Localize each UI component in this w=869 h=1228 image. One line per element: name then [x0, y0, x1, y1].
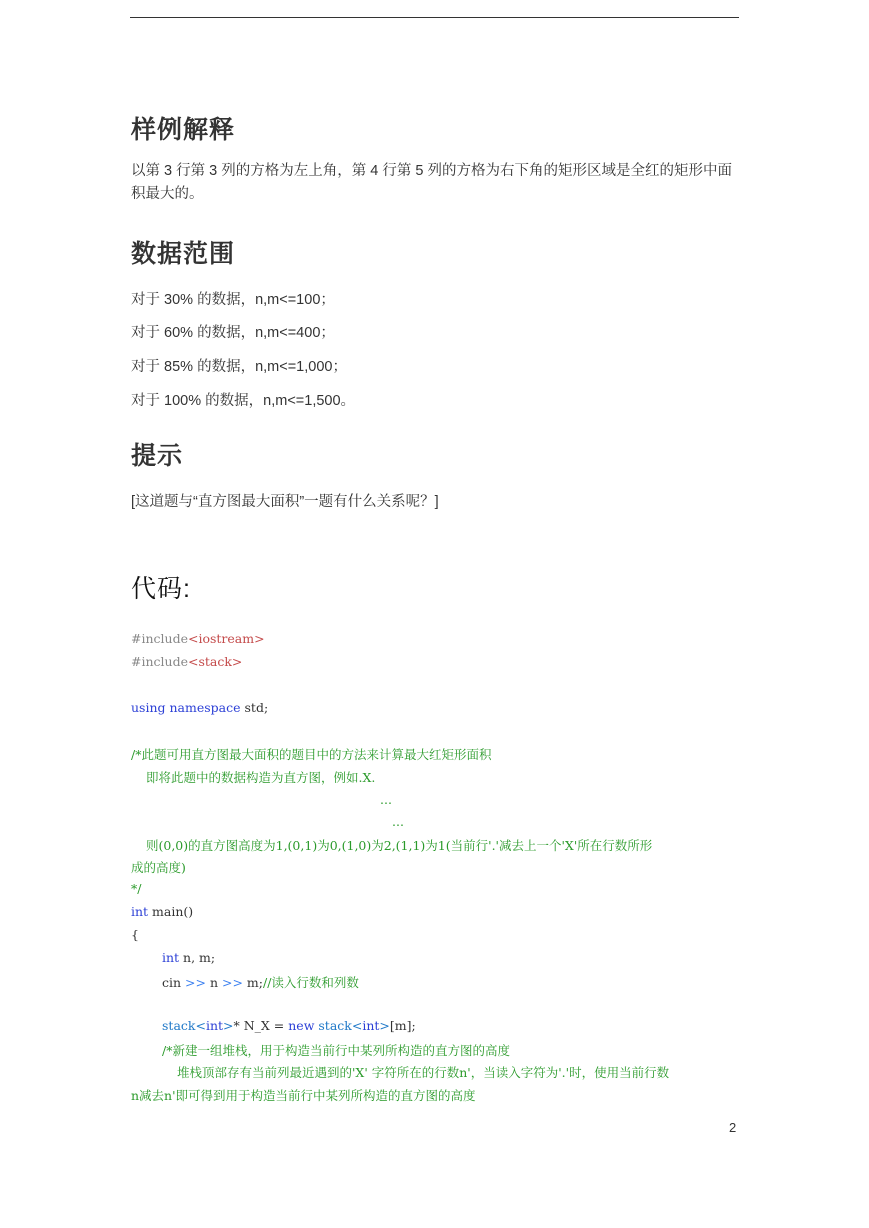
code-token: #include — [131, 654, 188, 669]
code-token: <iostream> — [187, 631, 265, 646]
range-line: 对于 100% 的数据，n,m<=1,500。 — [131, 393, 356, 409]
code-token: m; — [242, 975, 263, 990]
heading-code: 代码: — [131, 575, 191, 603]
code-token: * N_X = — [233, 1018, 289, 1033]
code-line — [162, 1018, 416, 1033]
code-comment: 即将此题中的数据构造为直方图，例如.X. — [146, 770, 376, 785]
code-comment: /*此题可用直方图最大面积的题目中的方法来计算最大红矩形面积 — [131, 747, 492, 762]
code-token: std; — [240, 700, 269, 715]
code-token: using — [131, 700, 166, 715]
code-token: //读入行数和列数 — [262, 975, 359, 990]
code-token: >> — [221, 975, 243, 990]
range-line: 对于 85% 的数据，n,m<=1,000； — [131, 359, 347, 375]
code-comment: /*新建一组堆栈，用于构造当前行中某列所构造的直方图的高度 — [162, 1043, 510, 1058]
code-token: int — [131, 904, 149, 919]
code-token: n — [205, 975, 222, 990]
code-token: >> — [185, 975, 206, 990]
code-token: [m]; — [389, 1018, 416, 1033]
code-comment: */ — [131, 881, 142, 896]
code-token: > — [223, 1018, 234, 1033]
code-line — [131, 631, 265, 646]
code-token: <stack> — [187, 654, 243, 669]
code-comment: ... — [392, 814, 404, 829]
code-line — [162, 950, 215, 965]
code-comment: ... — [380, 792, 392, 807]
hint-text: [这道题与“直方图最大面积”一题有什么关系呢？] — [131, 494, 439, 510]
code-token: cin — [162, 975, 186, 990]
code-token: int — [362, 1018, 380, 1033]
code-line — [131, 904, 193, 919]
code-comment: 则(0,0)的直方图高度为1,(0,1)为0,(1,0)为2,(1,1)为1(当前行'.'减去上一个'X'所在行数所形 — [146, 838, 653, 853]
heading-hint: 提示 — [131, 442, 184, 470]
example-text: 以第 3 行第 3 列的方格为左上角，第 4 行第 5 列的方格为右下角的矩形区域是全红的矩形中面积最大的。 — [131, 163, 732, 202]
code-comment: n减去n'即可得到用于构造当前行中某列所构造的直方图的高度 — [131, 1088, 476, 1103]
code-token: n, m; — [179, 950, 216, 965]
code-token: stack — [318, 1018, 352, 1033]
code-line: { — [131, 927, 139, 942]
range-line: 对于 30% 的数据，n,m<=100； — [131, 292, 335, 308]
code-token: int — [205, 1018, 224, 1033]
code-token: int — [162, 950, 180, 965]
range-line: 对于 60% 的数据，n,m<=400； — [131, 325, 335, 341]
heading-example: 样例解释 — [131, 116, 236, 144]
code-token: main() — [148, 904, 194, 919]
code-token: new — [288, 1018, 315, 1033]
page-number: 2 — [729, 1120, 737, 1135]
code-token: #include — [131, 631, 188, 646]
code-line — [131, 654, 242, 669]
code-comment: 堆栈顶部存有当前列最近遇到的'X' 字符所在的行数n'，当读入字符为'.'时，使用当前行数 — [177, 1065, 670, 1080]
code-comment: 成的高度) — [131, 860, 186, 875]
top-rule — [130, 17, 739, 18]
code-line — [131, 700, 268, 715]
code-token: > — [379, 1018, 390, 1033]
code-token: < — [195, 1018, 206, 1033]
code-token: namespace — [169, 700, 241, 715]
heading-range: 数据范围 — [131, 240, 236, 268]
code-token: stack — [162, 1018, 196, 1033]
code-token: < — [351, 1018, 363, 1033]
code-line — [162, 973, 359, 991]
